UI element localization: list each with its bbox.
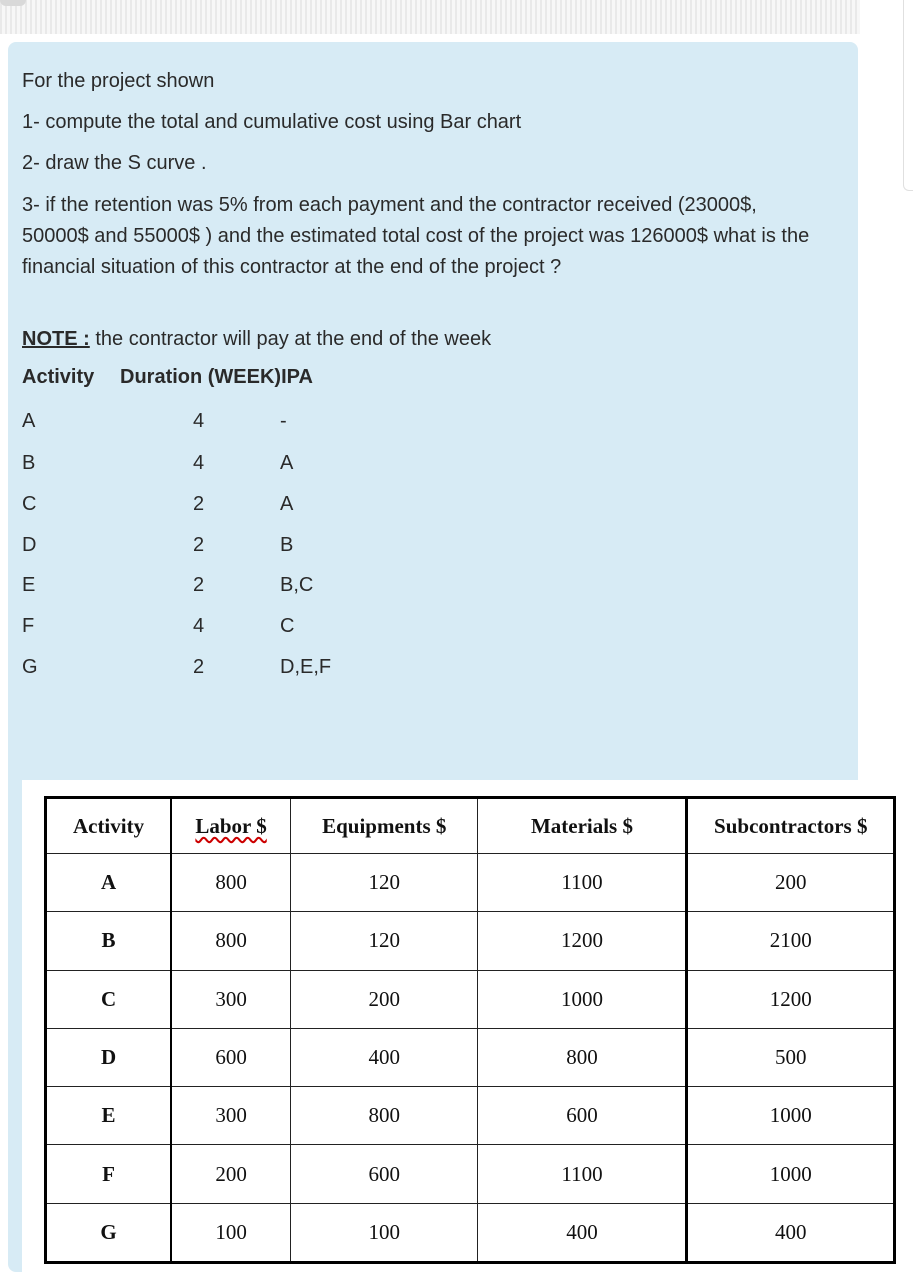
question-2: 2- draw the S curve . — [22, 152, 207, 174]
table-row: B 800 120 1200 2100 — [46, 912, 895, 970]
top-scroll-strip — [0, 0, 860, 34]
question-1: 1- compute the total and cumulative cost using Bar chart — [22, 111, 522, 133]
header-equipments: Equipments $ — [291, 798, 478, 854]
header-activity: Activity — [46, 798, 172, 854]
schedule-header-activity: Activity — [22, 366, 95, 388]
note-label: NOTE : — [22, 328, 90, 350]
cost-table-image — [22, 780, 913, 1272]
cost-table — [44, 796, 896, 1264]
intro-text: For the project shown — [22, 70, 215, 92]
schedule-header-duration-ipa: Duration (WEEK)IPA — [120, 366, 313, 388]
table-row: E 300 800 600 1000 — [46, 1087, 895, 1145]
note-line — [22, 324, 491, 355]
note-text: the contractor will pay at the end of the week — [89, 328, 492, 350]
table-row: A 800 120 1100 200 — [46, 854, 895, 912]
header-labor: Labor $ — [171, 798, 291, 854]
table-row: D 600 400 800 500 — [46, 1028, 895, 1086]
header-subcontractors: Subcontractors $ — [687, 798, 895, 854]
table-row: F 200 600 1100 1000 — [46, 1145, 895, 1203]
question-3: 3- if the retention was 5% from each payment and the contractor received (23000$, 50000$ and 55000$ ) and the estimated total cost of the project was 126000$ what is the financial situation of this contractor at the end of the project ? — [22, 194, 810, 278]
cost-table-header-row — [46, 798, 895, 854]
header-materials: Materials $ — [478, 798, 687, 854]
table-row: C 300 200 1000 1200 — [46, 970, 895, 1028]
side-panel-edge — [903, 0, 913, 191]
table-row: G 100 100 400 400 — [46, 1203, 895, 1262]
